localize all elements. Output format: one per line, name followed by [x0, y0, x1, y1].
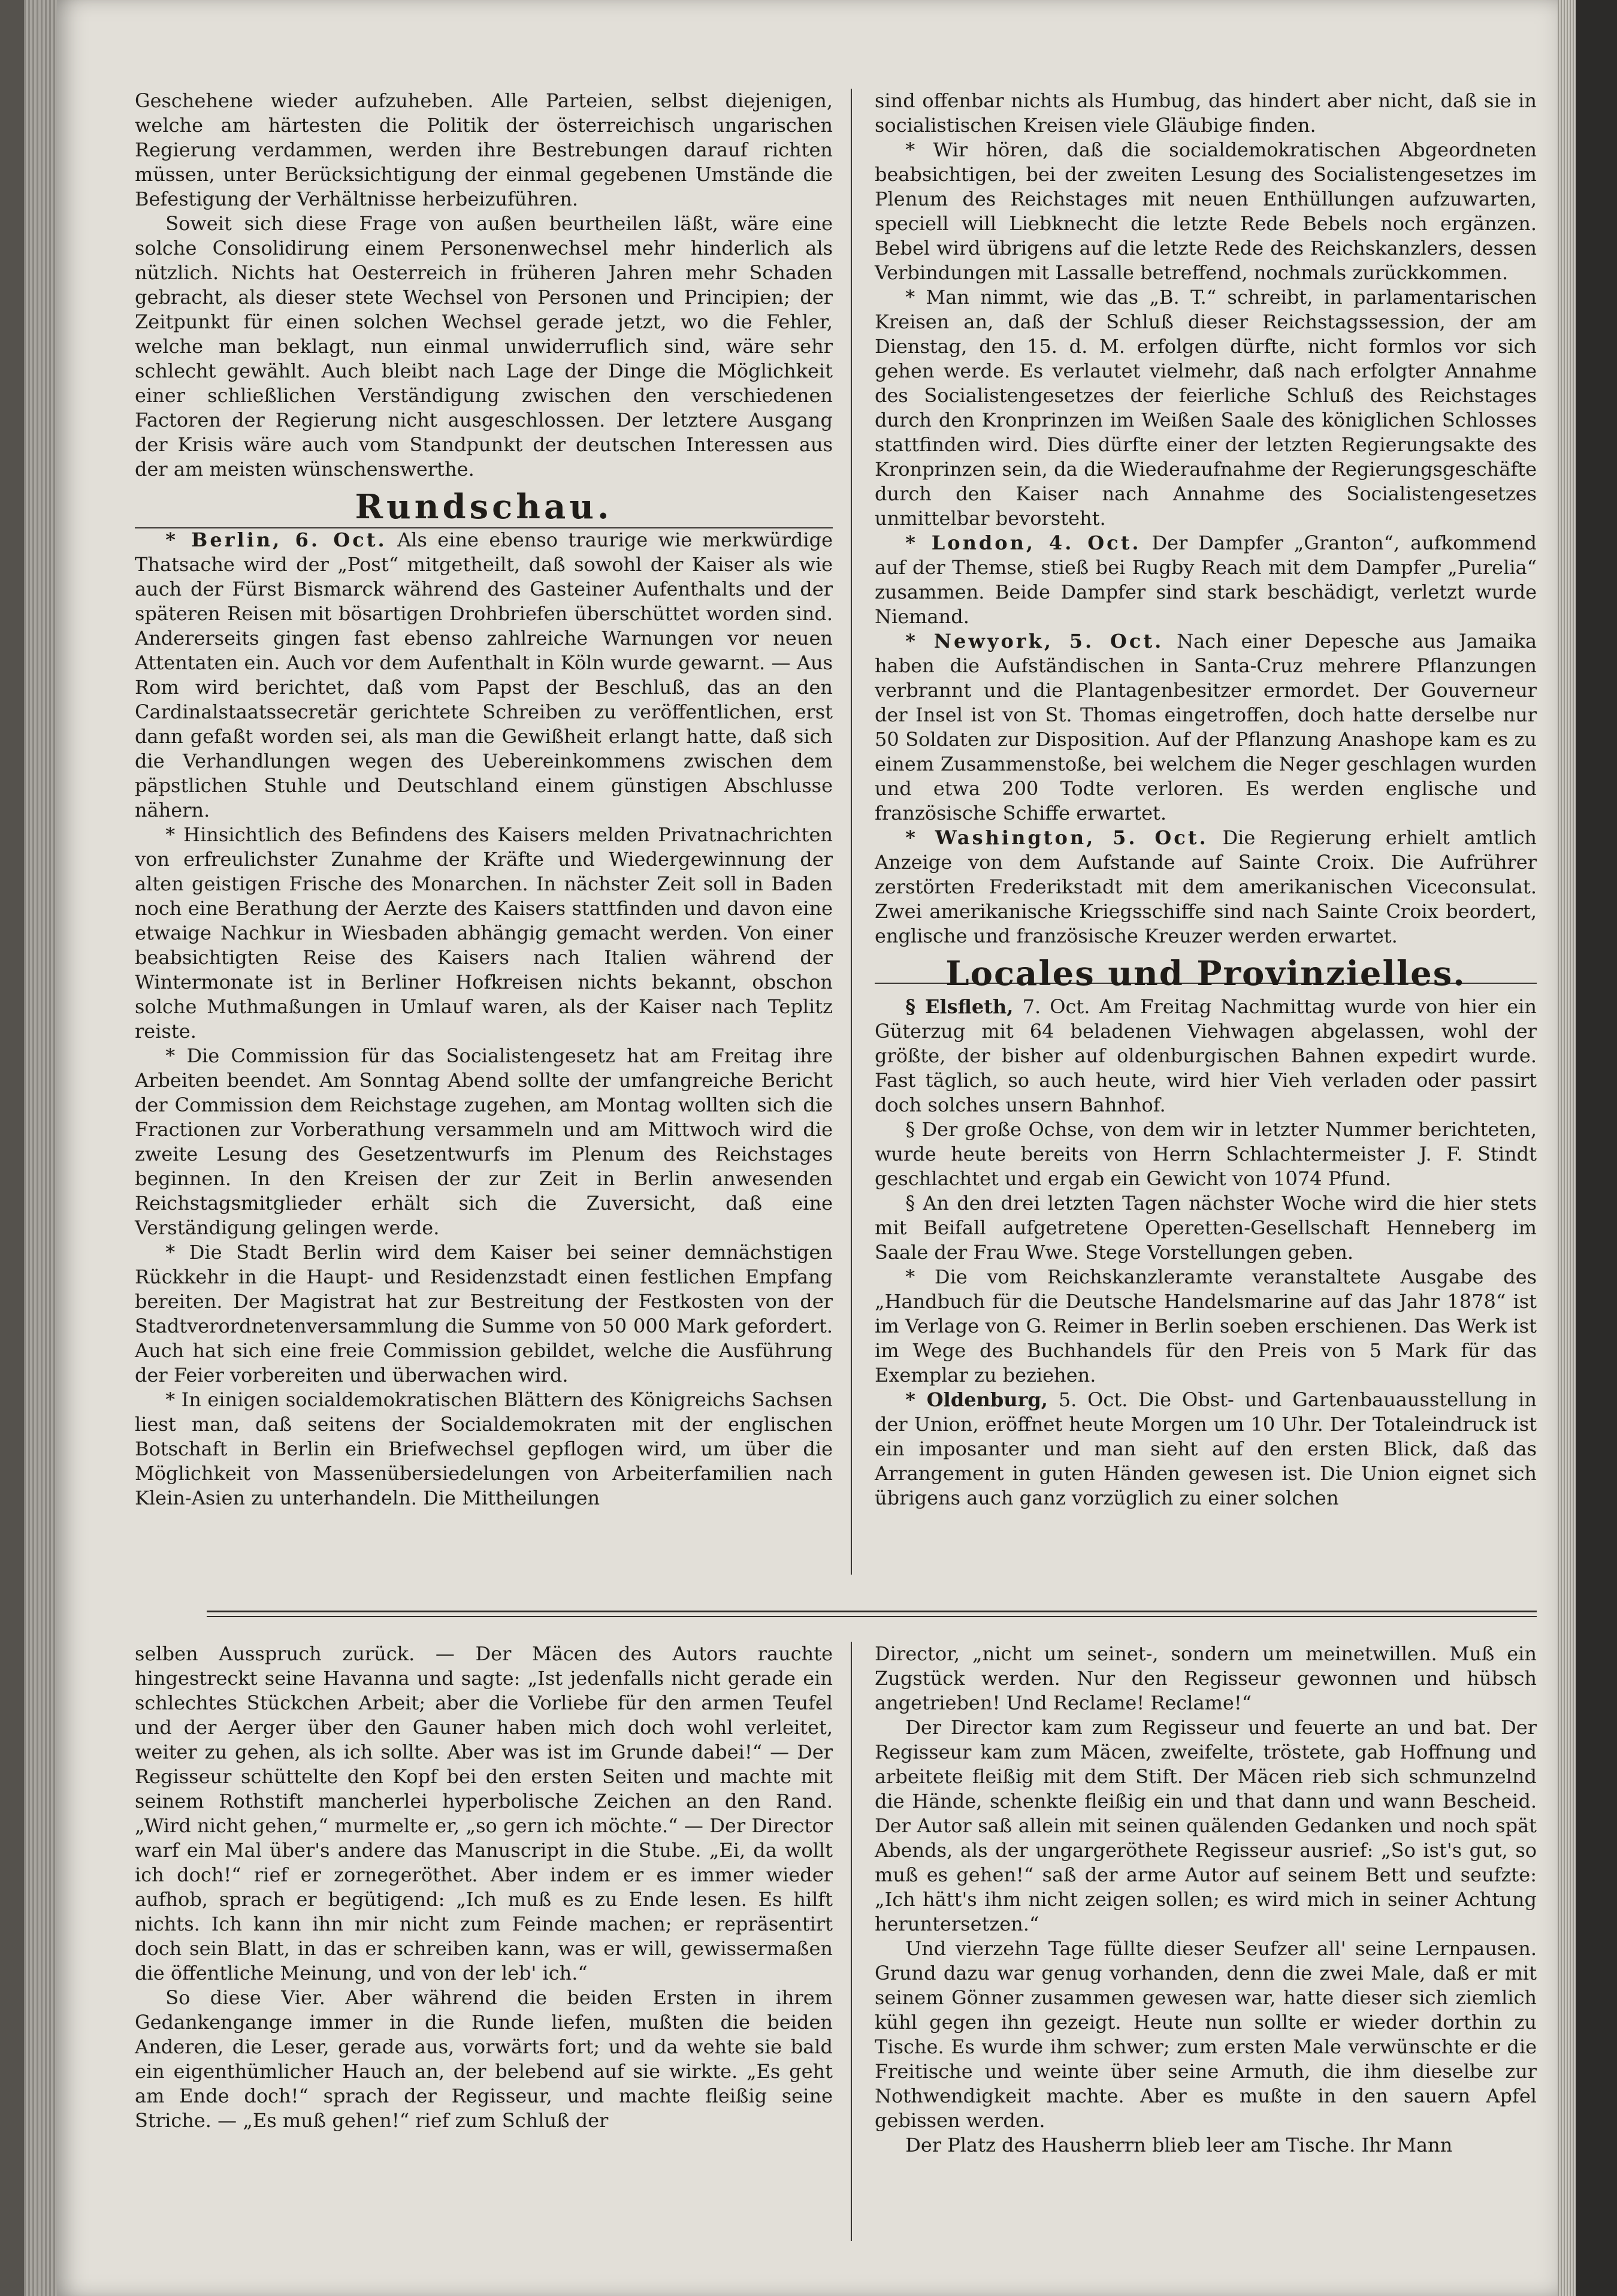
dateline: * Berlin, 6. Oct. [165, 528, 387, 551]
paragraph: Der Director kam zum Regisseur und feuerte an und bat. Der Regisseur kam zum Mäcen, zweifelte, tröstete, gab Hoffnung und arbeitete fleißig mit dem Stift. Der Mäcen rieb sich schmunzelnd die Hände, schenkte fleißig ein und that dann und wann Bescheid. Der Autor saß allein mit seinen quälenden Gedanken und noch spät Abends, als der ungargeröthete Regisseur ausrief: „So ist's gut, so muß es gehen!“ saß der arme Autor auf seinem Bett und seufzte: „Ich hätt's ihm nicht zeigen sollen; es wird mich in seiner Achtung heruntersetzen.“ [875, 1716, 1537, 1935]
news-text: 5. Oct. Die Obst- und Gartenbauausstellung in der Union, eröffnet heute Morgen um 10 Uhr. Der Totaleindruck ist ein imposanter und man sieht auf den ersten Blick, daß das Arrangement in guten Händen gewesen ist. Die Union eignet sich übrigens auch ganz vorzüglich zu einer solchen [875, 1388, 1537, 1509]
news-item: * Wir hören, daß die socialdemokratischen Abgeordneten beabsichtigen, bei der zweiten Lesung des Socialistengesetzes im Plenum des Reichstages mit neuen Enthüllungen aufzuwarten, speciell will Liebknecht die letzte Rede Bebels noch ergänzen. Bebel wird übrigens auf die letzte Rede des Reichskanzlers, dessen Verbindungen mit Lassalle betreffend, nochmals zurückkommen. [875, 138, 1537, 284]
local-item: § An den drei letzten Tagen nächster Woche wird die hier stets mit Beifall aufgetretene Operetten-Gesellschaft Henneberg im Saale der Frau Wwe. Stege Vorstellungen geben. [875, 1192, 1537, 1264]
news-item: sind offenbar nichts als Humbug, das hindert aber nicht, daß sie in socialistischen Kreisen viele Gläubige finden. [875, 89, 1537, 137]
paragraph: selben Ausspruch zurück. — Der Mäcen des Autors rauchte hingestreckt seine Havanna und sagte: „Ist jedenfalls nicht gerade ein schlechtes Stückchen Arbeit; aber die Vorliebe für den armen Teufel und der Aerger über den Gauner haben mich doch wohl verleitet, weiter zu gehen, als ich sollte. Aber was ist im Grunde dabei!“ — Der Regisseur schüttelte den Kopf bei den ersten Seiten und machte mit seinem Rothstift mancherlei hyperbolische Zeichen an den Rand. „Wird nicht gehen,“ murmelte er, „so gern ich möchte.“ — Der Director warf ein Mal über's andere das Manuscript in die Stube. „Ei, da wollt ich doch!“ rief er zornegeröthet. Aber indem er es immer wieder aufhob, sprach er begütigend: „Ich muß es zu Ende lesen. Es hilft nichts. Ich kann ihn mir nicht zum Feinde machen; er repräsentirt doch sein Blatt, in das er schreiben kann, was er will, gewissermaßen die öffentliche Meinung, und von der leb' ich.“ [135, 1642, 833, 1984]
news-item: * In einigen socialdemokratischen Blättern des Königreichs Sachsen liest man, daß seitens der Socialdemokraten mit der englischen Botschaft in Berlin ein Briefwechsel gepflogen wird, um über die Möglichkeit von Massenübersiedelungen von Arbeiterfamilien nach Klein-Asien zu unterhandeln. Die Mittheilungen [135, 1388, 833, 1509]
local-item: § Der große Ochse, von dem wir in letzter Nummer berichteten, wurde heute bereits von Herrn Schlachtermeister J. F. Stindt geschlachtet und ergab ein Gewicht von 1074 Pfund. [875, 1118, 1537, 1190]
paragraph: Director, „nicht um seinet-, sondern um meinetwillen. Muß ein Zugstück werden. Nur den Regisseur gewonnen und hübsch angetrieben! Und Reclame! Reclame!“ [875, 1642, 1537, 1714]
local-item [875, 1388, 1537, 1510]
dateline: * Oldenburg, [905, 1388, 1048, 1411]
news-text: Nach einer Depesche aus Jamaika haben die Aufständischen in Santa-Cruz mehrere Pflanzungen verbrannt und die Plantagenbesitzer ermordet. Der Gouverneur der Insel ist von St. Thomas eingetroffen, doch hatte derselbe nur 50 Soldaten zur Disposition. Auf der Pflanzung Anashope kam es zu einem Zusammenstoße, bei welchem die Neger geschlagen wurden und etwa 200 Todte verloren. Es werden englische und französische Schiffe erwartet. [875, 630, 1537, 824]
news-text: Als eine ebenso traurige wie merkwürdige Thatsache wird der „Post“ mitgetheilt, daß sowohl der Kaiser als wie auch der Fürst Bismarck während des Gasteiner Aufenthalts und der späteren Reisen mit bösartigen Drohbriefen überschüttet worden sind. Andererseits gingen fast ebenso zahlreiche Warnungen vor neuen Attentaten ein. Auch vor dem Aufenthalt in Köln wurde gewarnt. — Aus Rom wird berichtet, daß vom Papst der Beschluß, das an den Cardinalstaatssecretär gerichtete Schreiben zu veröffentlichen, erst dann gefaßt worden sei, als man die Gewißheit erlangt hatte, daß sich die Verhandlungen wegen des Uebereinkommens zwischen dem päpstlichen Stuhle und Deutschland einem günstigen Abschlusse nähern. [135, 528, 833, 821]
column-divider [851, 89, 852, 1575]
paragraph: Der Platz des Hausherrn blieb leer am Tische. Ihr Mann [905, 2134, 1453, 2156]
left-column [135, 89, 833, 1510]
feuilleton-column-divider [851, 1642, 852, 2241]
section-heading-rundschau: Rundschau. [355, 487, 613, 527]
paragraph: Soweit sich diese Frage von außen beurtheilen läßt, wäre eine solche Consolidirung einem Personenwechsel mehr hinderlich als nützlich. Nichts hat Oesterreich in früheren Jahren mehr Schaden gebracht, als dieser stete Wechsel von Personen und Principien; der Zeitpunkt für einen solchen Wechsel gerade jetzt, wo die Fehler, welche man beklagt, nun einmal unwiderruflich sind, wäre sehr schlecht gewählt. Auch bleibt nach Lage der Dinge die Möglichkeit einer schließlichen Verständigung zwischen den verschiedenen Factoren der Regierung nicht ausgeschlossen. Der letztere Ausgang der Krisis wäre auch vom Standpunkt der deutschen Interessen aus der am meisten wünschenswerthe. [135, 212, 833, 481]
news-item [875, 826, 1537, 948]
paragraph: Geschehene wieder aufzuheben. Alle Parteien, selbst diejenigen, welche am härtesten die Politik der österreichisch ungarischen Regierung verdammen, werden ihre Bestrebungen darauf richten müssen, unter Berücksichtigung der einmal gegebenen Umstände die Befestigung der Verhältnisse herbeizuführen. [135, 89, 833, 210]
book-page-stack-right [1558, 0, 1576, 2296]
dateline: * Washington, 5. Oct. [905, 826, 1208, 849]
news-item: * Die Stadt Berlin wird dem Kaiser bei seiner demnächstigen Rückkehr in die Haupt- und Residenzstadt einen festlichen Empfang bereiten. Der Magistrat hat zur Bestreitung der Festkosten von der Stadtverordnetenversammlung die Summe von 50 000 Mark gefordert. Auch hat sich eine freie Commission gebildet, welche die Ausführung der Feier vorbereiten und überwachen wird. [135, 1241, 833, 1386]
feuilleton-separator [207, 1611, 1537, 1617]
news-text: 7. Oct. Am Freitag Nachmittag wurde von hier ein Güterzug mit 64 beladenen Viehwagen abgelassen, wohl der größte, der bisher auf oldenburgischen Bahnen expedirt wurde. Fast täglich, so auch heute, wird hier Vieh verladen oder passirt doch solches unsern Bahnhof. [875, 995, 1537, 1116]
news-text: Der Dampfer „Granton“, aufkommend auf der Themse, stieß bei Rugby Reach mit dem Dampfer „Purelia“ zusammen. Beide Dampfer sind stark beschädigt, verletzt wurde Niemand. [875, 531, 1537, 628]
dateline: § Elsfleth, [905, 995, 1014, 1018]
feuilleton-right-column [875, 1642, 1537, 2158]
dateline: * London, 4. Oct. [905, 531, 1141, 554]
news-item [875, 531, 1537, 629]
section-heading-locales: Locales und Provinzielles. [945, 954, 1466, 993]
news-item: * Hinsichtlich des Befindens des Kaisers melden Privatnachrichten von erfreulichster Zunahme der Kräfte und Wiedergewinnung der alten geistigen Frische des Monarchen. In nächster Zeit soll in Baden noch eine Berathung der Aerzte des Kaisers stattfinden und davon eine etwaige Nachkur in Wiesbaden abhängig gemacht werden. Von einer beabsichtigten Reise des Kaisers nach Italien während der Wintermonate ist in Berliner Hofkreisen nichts bekannt, obschon solche Muthmaßungen in Umlauf waren, als der Kaiser nach Teplitz reiste. [135, 823, 833, 1043]
news-item: * Man nimmt, wie das „B. T.“ schreibt, in parlamentarischen Kreisen an, daß der Schluß dieser Reichstagssession, der am Dienstag, den 15. d. M. erfolgen dürfte, nicht formlos vor sich gehen werde. Es verlautet vielmehr, daß nach erfolgter Annahme des Socialistengesetzes der feierliche Schluß des Reichstages durch den Kronprinzen im Weißen Saale des königlichen Schlosses stattfinden wird. Dies dürfte einer der letzten Regierungsakte des Kronprinzen sein, da die Wiederaufnahme der Regierungsgeschäfte durch den Kaiser nach Annahme des Socialistengesetzes unmittelbar bevorsteht. [875, 286, 1537, 530]
local-item: * Die vom Reichskanzleramte veranstaltete Ausgabe des „Handbuch für die Deutsche Handelsmarine auf das Jahr 1878“ ist im Verlage von G. Reimer in Berlin soeben erschienen. Das Werk ist im Wege des Buchhandels für den Preis von 5 Mark für das Exemplar zu beziehen. [875, 1265, 1537, 1386]
news-item [135, 528, 833, 823]
paragraph: So diese Vier. Aber während die beiden Ersten in ihrem Gedankengange immer in die Runde liefen, mußten die beiden Anderen, die Leser, gerade aus, vorwärts fort; und da wehte sie bald ein eigenthümlicher Hauch an, der belebend auf sie wirkte. „Es geht am Ende doch!“ sprach der Regisseur, und machte fleißig seine Striche. — „Es muß gehen!“ rief zum Schluß der [135, 1986, 833, 2132]
news-text: Die Regierung erhielt amtlich Anzeige von dem Aufstande auf Sainte Croix. Die Aufrührer zerstörten Frederikstadt mit dem amerikanischen Viceconsulat. Zwei amerikanische Kriegsschiffe sind nach Sainte Croix beordert, englische und französische Kreuzer werden erwartet. [875, 826, 1537, 947]
book-page-stack-left [24, 0, 60, 2296]
dateline: * Newyork, 5. Oct. [905, 630, 1164, 652]
right-column [875, 89, 1537, 1510]
news-item [875, 629, 1537, 826]
news-item: * Die Commission für das Socialistengesetz hat am Freitag ihre Arbeiten beendet. Am Sonntag Abend sollte der umfangreiche Bericht der Commission dem Reichstage zugehen, am Montag wollten sich die Fractionen zur Vorberathung versammeln und am Mittwoch wird die zweite Lesung des Gesetzentwurfs im Plenum des Reichstages beginnen. In den Kreisen der zur Zeit in Berlin anwesenden Reichstagsmitglieder erhält sich die Zuversicht, daß eine Verständigung gelingen werde. [135, 1044, 833, 1239]
local-item [875, 995, 1537, 1117]
paragraph: Und vierzehn Tage füllte dieser Seufzer all' seine Lernpausen. Grund dazu war genug vorhanden, denn die zwei Male, daß er mit seinem Gönner zusammen gewesen war, hatte dieser sich ziemlich kühl gegen ihn gezeigt. Heute nun sollte er wieder dorthin zu Tische. Es wurde ihm schwer; zum ersten Male verwünschte er die Freitische und weinte über seine Armuth, die ihm dieselbe zur Nothwendigkeit machte. Aber es mußte in den sauern Apfel gebissen werden. [875, 1937, 1537, 2132]
feuilleton-left-column [135, 1642, 833, 2133]
